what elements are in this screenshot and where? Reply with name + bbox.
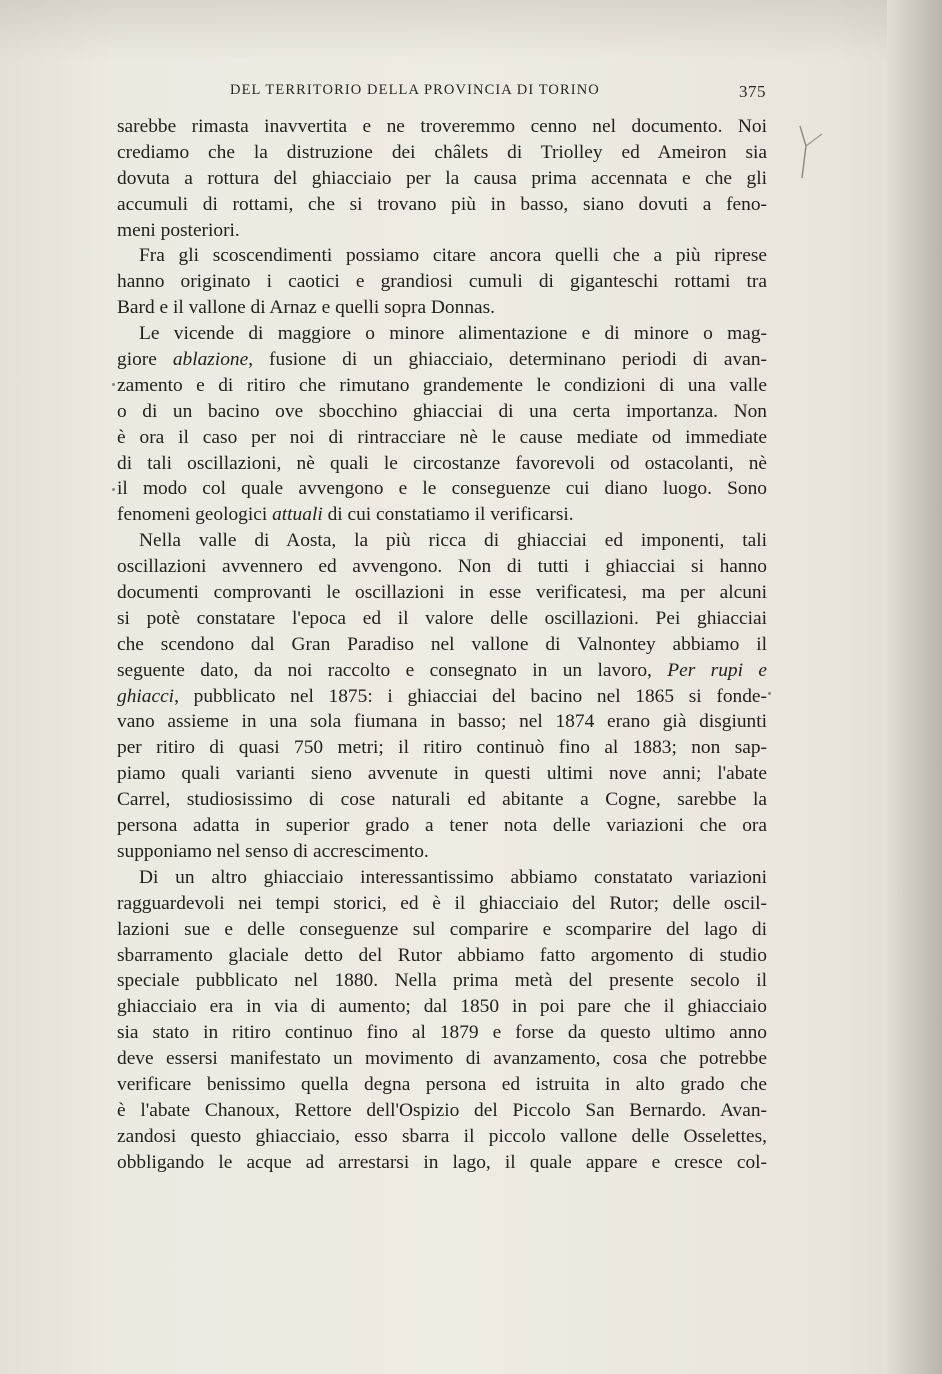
text-line: lazioni sue e delle conseguenze sul comparire e scomparire del lago di xyxy=(117,918,767,940)
text-line: meni posteriori. xyxy=(117,219,240,241)
text-line: ragguardevoli nei tempi storici, ed è il ghiacciaio del Rutor; delle oscil- xyxy=(117,892,767,914)
text-line: obbligando le acque ad arrestarsi in lago, il quale appare e cresce col- xyxy=(117,1151,767,1173)
text-line: speciale pubblicato nel 1880. Nella prima metà del presente secolo il xyxy=(117,970,767,992)
page-number: 375 xyxy=(739,82,766,101)
scan-speck xyxy=(112,383,115,386)
text-line: che scendono dal Gran Paradiso nel vallone di Valnontey abbiamo il xyxy=(117,633,767,655)
paragraph-start-line: Fra gli scoscendimenti possiamo citare ancora quelli che a più riprese xyxy=(139,245,767,267)
text-line: o di un bacino ove sbocchino ghiacciai di una certa importanza. Non xyxy=(117,400,767,422)
text-line: Bard e il vallone di Arnaz e quelli sopra Donnas. xyxy=(117,297,496,319)
text-line: il modo col quale avvengono e le conseguenze cui diano luogo. Sono xyxy=(117,478,767,500)
text-line: giore ablazione, fusione di un ghiacciaio, determinano periodi di avan- xyxy=(117,349,767,371)
text-line: hanno originato i caotici e grandiosi cumuli di giganteschi rottami tra xyxy=(117,271,767,293)
text-line: di tali oscillazioni, nè quali le circostanze favorevoli od ostacolanti, nè xyxy=(117,452,767,474)
text-line: oscillazioni avvennero ed avvengono. Non di tutti i ghiacciai si hanno xyxy=(117,556,767,578)
text-line: ghiacci, pubblicato nel 1875: i ghiacciai del bacino nel 1865 si fonde- xyxy=(117,685,767,707)
italic-term: ghiacci xyxy=(117,685,175,707)
paragraph-start-line: Nella valle di Aosta, la più ricca di ghiacciai ed imponenti, tali xyxy=(139,530,767,552)
text-line: si potè constatare l'epoca ed il valore delle oscillazioni. Pei ghiacciai xyxy=(117,607,767,629)
text-line: fenomeni geologici attuali di cui constatiamo il verificarsi. xyxy=(117,504,574,526)
text-line: è l'abate Chanoux, Rettore dell'Ospizio del Piccolo San Bernardo. Avan- xyxy=(117,1099,767,1121)
text-line: sarebbe rimasta inavvertita e ne troveremmo cenno nel documento. Noi xyxy=(117,116,767,137)
text-line: deve essersi manifestato un movimento di avanzamento, cosa che potrebbe xyxy=(117,1048,767,1070)
text-line: piamo quali varianti sieno avvenute in questi ultimi nove anni; l'abate xyxy=(117,763,767,785)
text-line: zandosi questo ghiacciaio, esso sbarra il piccolo vallone delle Osselettes, xyxy=(117,1125,767,1147)
text-line: dovuta a rottura del ghiacciaio per la causa prima accennata e che gli xyxy=(117,167,767,189)
body-text xyxy=(117,114,767,1176)
text-line: sia stato in ritiro continuo fino al 1879 e forse da questo ultimo anno xyxy=(117,1022,767,1044)
italic-term: attuali xyxy=(272,504,323,526)
text-line: è ora il caso per noi di rintracciare nè le cause mediate od immediate xyxy=(117,426,767,448)
text-line: persona adatta in superior grado a tener nota delle variazioni che ora xyxy=(117,815,767,837)
text-line: documenti comprovanti le oscillazioni in esse verificatesi, ma per alcuni xyxy=(117,582,767,604)
paragraph-start-line: Le vicende di maggiore o minore alimentazione e di minore o mag- xyxy=(139,323,767,345)
text-line: supponiamo nel senso di accrescimento. xyxy=(117,840,429,862)
text-line: accumuli di rottami, che si trovano più in basso, siano dovuti a feno- xyxy=(117,193,767,215)
text-line: ghiacciaio era in via di aumento; dal 1850 in poi pare che il ghiacciaio xyxy=(117,996,767,1018)
text-line: crediamo che la distruzione dei châlets di Triolley ed Ameiron sia xyxy=(117,141,767,163)
page-binding-edge xyxy=(887,0,942,1374)
text-line: sbarramento glaciale detto del Rutor abbiamo fatto argomento di studio xyxy=(117,944,767,966)
running-header xyxy=(118,82,766,106)
text-line: per ritiro di quasi 750 metri; il ritiro continuò fino al 1883; non sap- xyxy=(117,737,767,759)
italic-term: ablazione xyxy=(172,349,249,371)
running-title: DEL TERRITORIO DELLA PROVINCIA DI TORINO xyxy=(230,82,600,98)
scan-speck xyxy=(768,692,771,695)
scan-speck xyxy=(112,488,115,491)
pencil-check-mark xyxy=(796,120,826,200)
page-top-shading xyxy=(0,0,942,60)
text-line: vano assieme in una sola fiumana in basso; nel 1874 erano già disgiunti xyxy=(117,711,767,733)
text-line: seguente dato, da noi raccolto e consegnato in un lavoro, Per rupi e xyxy=(117,659,768,681)
text-line: verificare benissimo quella degna persona ed istruita in alto grado che xyxy=(117,1073,767,1095)
italic-term: Per rupi e xyxy=(667,659,768,681)
text-line: zamento e di ritiro che rimutano grandemente le condizioni di una valle xyxy=(117,374,767,396)
paragraph-start-line: Di un altro ghiacciaio interessantissimo abbiamo constatato variazioni xyxy=(139,866,767,888)
text-line: Carrel, studiosissimo di cose naturali ed abitante a Cogne, sarebbe la xyxy=(117,789,767,811)
